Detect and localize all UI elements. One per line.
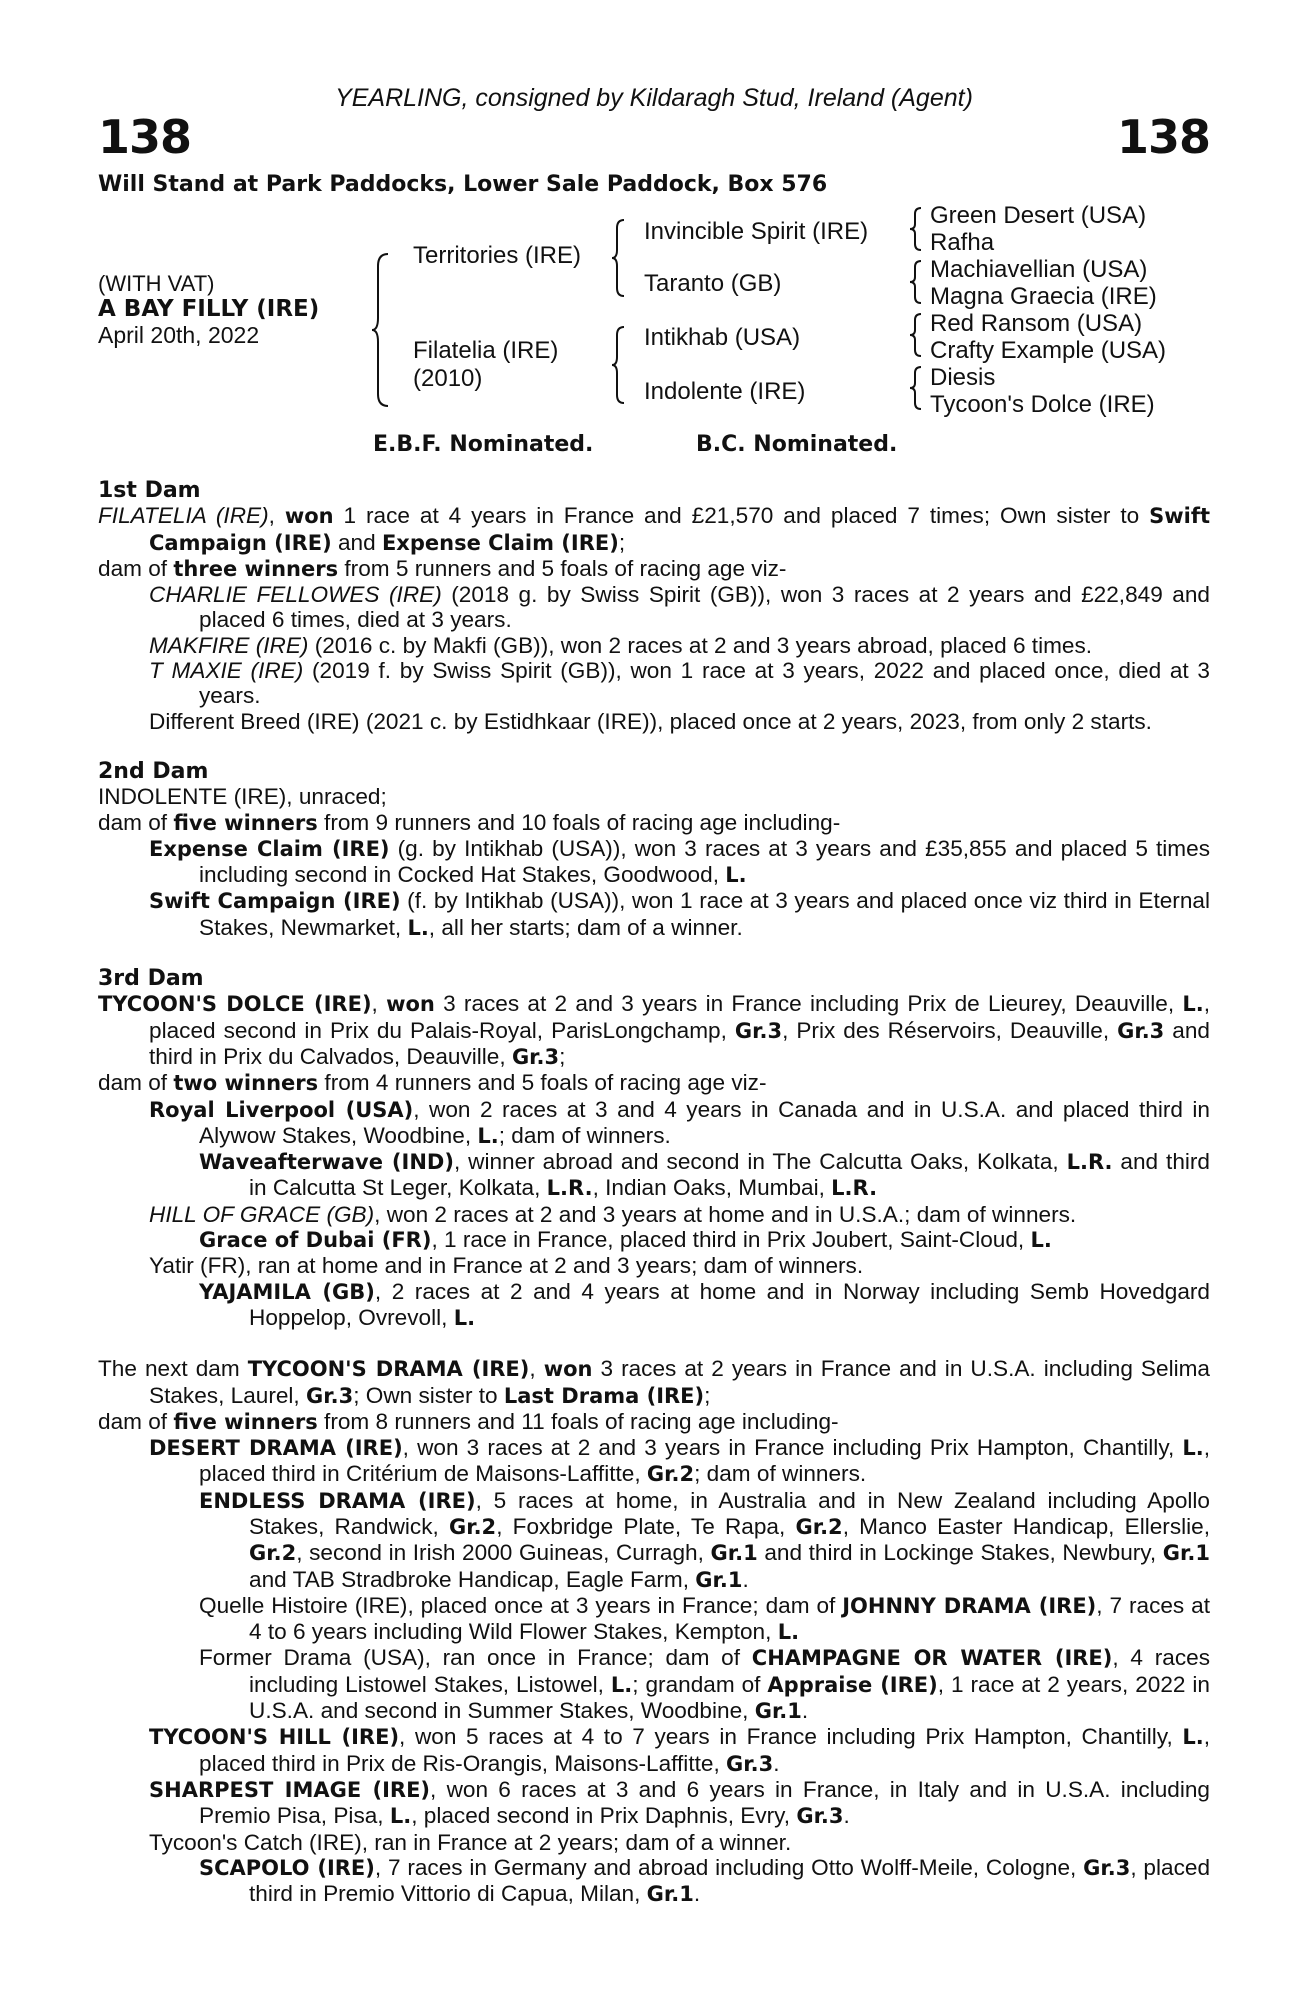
consignor-line: YEARLING, consigned by Kildaragh Stud, Ireland (Agent) xyxy=(335,84,973,112)
list-item: Grace of Dubai (FR), 1 race in France, placed third in Prix Joubert, Saint-Cloud, L. xyxy=(199,1227,1052,1253)
first-dam-produce-summary: dam of three winners from 5 runners and 5 foals of racing age viz- xyxy=(98,555,787,581)
lot-number-left: 138 xyxy=(98,110,192,164)
dam-sire-sire: Red Ransom (USA) xyxy=(930,310,1143,337)
bc-nomination: B.C. Nominated. xyxy=(696,432,898,457)
list-item: Quelle Histoire (IRE), placed once at 3 years in France; dam of JOHNNY DRAMA (IRE), 7 races at 4 to 6 years including Wild Flower Stakes, Kempton, L. xyxy=(199,1592,1210,1645)
list-item: Former Drama (USA), ran once in France; dam of CHAMPAGNE OR WATER (IRE), 4 races including Listowel Stakes, Listowel, L.; grandam of Appraise (IRE), 1 race at 2 years, 2022 in U.S.A. and second in Summer Stakes, Woodbine, Gr.1. xyxy=(199,1645,1210,1724)
brace-dd xyxy=(908,365,924,411)
second-dam-record: INDOLENTE (IRE), unraced; xyxy=(98,784,387,810)
list-item: YAJAMILA (GB), 2 races at 2 and 4 years at home and in Norway including Semb Hovedgard Hoppelop, Ovrevoll, L. xyxy=(199,1278,1210,1330)
lot-number-right: 138 xyxy=(1116,110,1210,164)
first-dam-record: FILATELIA (IRE), won 1 race at 4 years in France and £21,570 and placed 7 times; Own sister to Swift Campaign (IRE) and Expense Claim (IRE); xyxy=(98,503,1210,555)
next-dam-record: The next dam TYCOON'S DRAMA (IRE), won 3 races at 2 years in France and in U.S.A. including Selima Stakes, Laurel, Gr.3; Own sister to Last Drama (IRE); xyxy=(98,1356,1210,1408)
spacer xyxy=(98,734,1210,759)
first-dam-name: FILATELIA (IRE) xyxy=(98,503,269,529)
next-dam-produce-summary: dam of five winners from 8 runners and 11 foals of racing age including- xyxy=(98,1408,839,1434)
list-item: Yatir (FR), ran at home and in France at 2 and 3 years; dam of winners. xyxy=(149,1253,864,1279)
dam-sire: Intikhab (USA) xyxy=(644,324,801,351)
dam-dam-dam: Tycoon's Dolce (IRE) xyxy=(930,391,1155,418)
list-item: MAKFIRE (IRE) (2016 c. by Makfi (GB)), won 2 races at 2 and 3 years abroad, placed 6 times. xyxy=(149,632,1093,658)
list-item: TYCOON'S HILL (IRE), won 5 races at 4 to 7 years in France including Prix Hampton, Chantilly, L., placed third in Prix de Ris-Orangis, Maisons-Laffitte, Gr.3. xyxy=(149,1724,1210,1776)
dam-year: (2010) xyxy=(413,365,483,392)
sire-sire-sire: Green Desert (USA) xyxy=(930,202,1147,229)
spacer xyxy=(98,1331,1210,1356)
vat-note: (WITH VAT) xyxy=(98,271,215,296)
list-item: Swift Campaign (IRE) (f. by Intikhab (USA)), won 1 race at 3 years and placed once viz third in Eternal Stakes, Newmarket, L., all her starts; dam of a winner. xyxy=(149,888,1210,940)
brace-sire xyxy=(610,218,628,298)
brace-sd xyxy=(908,259,924,305)
list-item: Tycoon's Catch (IRE), ran in France at 2 years; dam of a winner. xyxy=(149,1829,792,1855)
subject-name: A BAY FILLY (IRE) xyxy=(98,296,320,322)
sire-dam: Taranto (GB) xyxy=(644,270,782,297)
sire: Territories (IRE) xyxy=(413,242,582,269)
list-item: DESERT DRAMA (IRE), won 3 races at 2 and 3 years in France including Prix Hampton, Chantilly, L., placed third in Critérium de Maisons-Laffitte, Gr.2; dam of winners. xyxy=(149,1435,1210,1487)
dam: Filatelia (IRE) xyxy=(413,337,559,364)
list-item: Waveafterwave (IND), winner abroad and second in The Calcutta Oaks, Kolkata, L.R. and third in Calcutta St Leger, Kolkata, L.R., Indian Oaks, Mumbai, L.R. xyxy=(199,1149,1210,1201)
second-dam-heading: 2nd Dam xyxy=(98,758,209,784)
list-item: HILL OF GRACE (GB), won 2 races at 2 and 3 years at home and in U.S.A.; dam of winners. xyxy=(149,1201,1077,1227)
brace-ss xyxy=(908,206,924,252)
third-dam-produce-summary: dam of two winners from 4 runners and 5 foals of racing age viz- xyxy=(98,1070,767,1096)
list-item: SHARPEST IMAGE (IRE), won 6 races at 3 and 6 years in France, in Italy and in U.S.A. including Premio Pisa, Pisa, L., placed second in Prix Daphnis, Evry, Gr.3. xyxy=(149,1776,1210,1829)
list-item: CHARLIE FELLOWES (IRE) (2018 g. by Swiss Spirit (GB)), won 3 races at 2 years and £22,849 and placed 6 times, died at 3 years. xyxy=(149,582,1210,633)
sire-sire: Invincible Spirit (IRE) xyxy=(644,218,869,245)
third-dam-heading: 3rd Dam xyxy=(98,966,204,992)
dam-dam-sire: Diesis xyxy=(930,364,996,391)
brace-ds xyxy=(908,312,924,358)
sire-sire-dam: Rafha xyxy=(930,229,995,256)
list-item: T MAXIE (IRE) (2019 f. by Swiss Spirit (GB)), won 1 race at 3 years, 2022 and placed once, died at 3 years. xyxy=(149,658,1210,709)
list-item: Royal Liverpool (USA), won 2 races at 3 and 4 years in Canada and in U.S.A. and placed third in Alywow Stakes, Woodbine, L.; dam of winners. xyxy=(149,1096,1210,1148)
ebf-nomination: E.B.F. Nominated. xyxy=(373,432,594,457)
brace-main xyxy=(370,252,392,408)
sire-dam-dam: Magna Graecia (IRE) xyxy=(930,283,1157,310)
spacer xyxy=(98,941,1210,966)
stand-location: Will Stand at Park Paddocks, Lower Sale Paddock, Box 576 xyxy=(98,172,828,197)
subject-dob: April 20th, 2022 xyxy=(98,322,260,348)
list-item: ENDLESS DRAMA (IRE), 5 races at home, in Australia and in New Zealand including Apollo Stakes, Randwick, Gr.2, Foxbridge Plate, Te Rapa, Gr.2, Manco Easter Handicap, Ellerslie, Gr.2, second in Irish 2000 Guineas, Curragh, Gr.1 and third in Lockinge Stakes, Newbury, Gr.1 and TAB Stradbroke Handicap, Eagle Farm, Gr.1. xyxy=(199,1487,1211,1592)
third-dam-record: TYCOON'S DOLCE (IRE), won 3 races at 2 and 3 years in France including Prix de Lieurey, Deauville, L., placed second in Prix du Palais-Royal, ParisLongchamp, Gr.3, Prix des Réservoirs, Deauville, Gr.3 and third in Prix du Calvados, Deauville, Gr.3; xyxy=(98,991,1210,1069)
list-item: Expense Claim (IRE) (g. by Intikhab (USA)), won 3 races at 3 years and £35,855 and placed 5 times including second in Cocked Hat Stakes, Goodwood, L. xyxy=(149,835,1210,888)
family-notes xyxy=(98,478,1210,1907)
first-dam-heading: 1st Dam xyxy=(98,478,201,503)
dam-sire-dam: Crafty Example (USA) xyxy=(930,337,1167,364)
brace-dam xyxy=(610,325,628,405)
second-dam-produce-summary: dam of five winners from 9 runners and 10 foals of racing age including- xyxy=(98,809,841,835)
dam-dam: Indolente (IRE) xyxy=(644,378,806,405)
list-item: SCAPOLO (IRE), 7 races in Germany and abroad including Otto Wolff-Meile, Cologne, Gr.3, placed third in Premio Vittorio di Capua, Milan, Gr.1. xyxy=(199,1854,1211,1907)
sire-dam-sire: Machiavellian (USA) xyxy=(930,256,1148,283)
list-item: Different Breed (IRE) (2021 c. by Estidhkaar (IRE)), placed once at 2 years, 2023, from only 2 starts. xyxy=(149,708,1152,734)
